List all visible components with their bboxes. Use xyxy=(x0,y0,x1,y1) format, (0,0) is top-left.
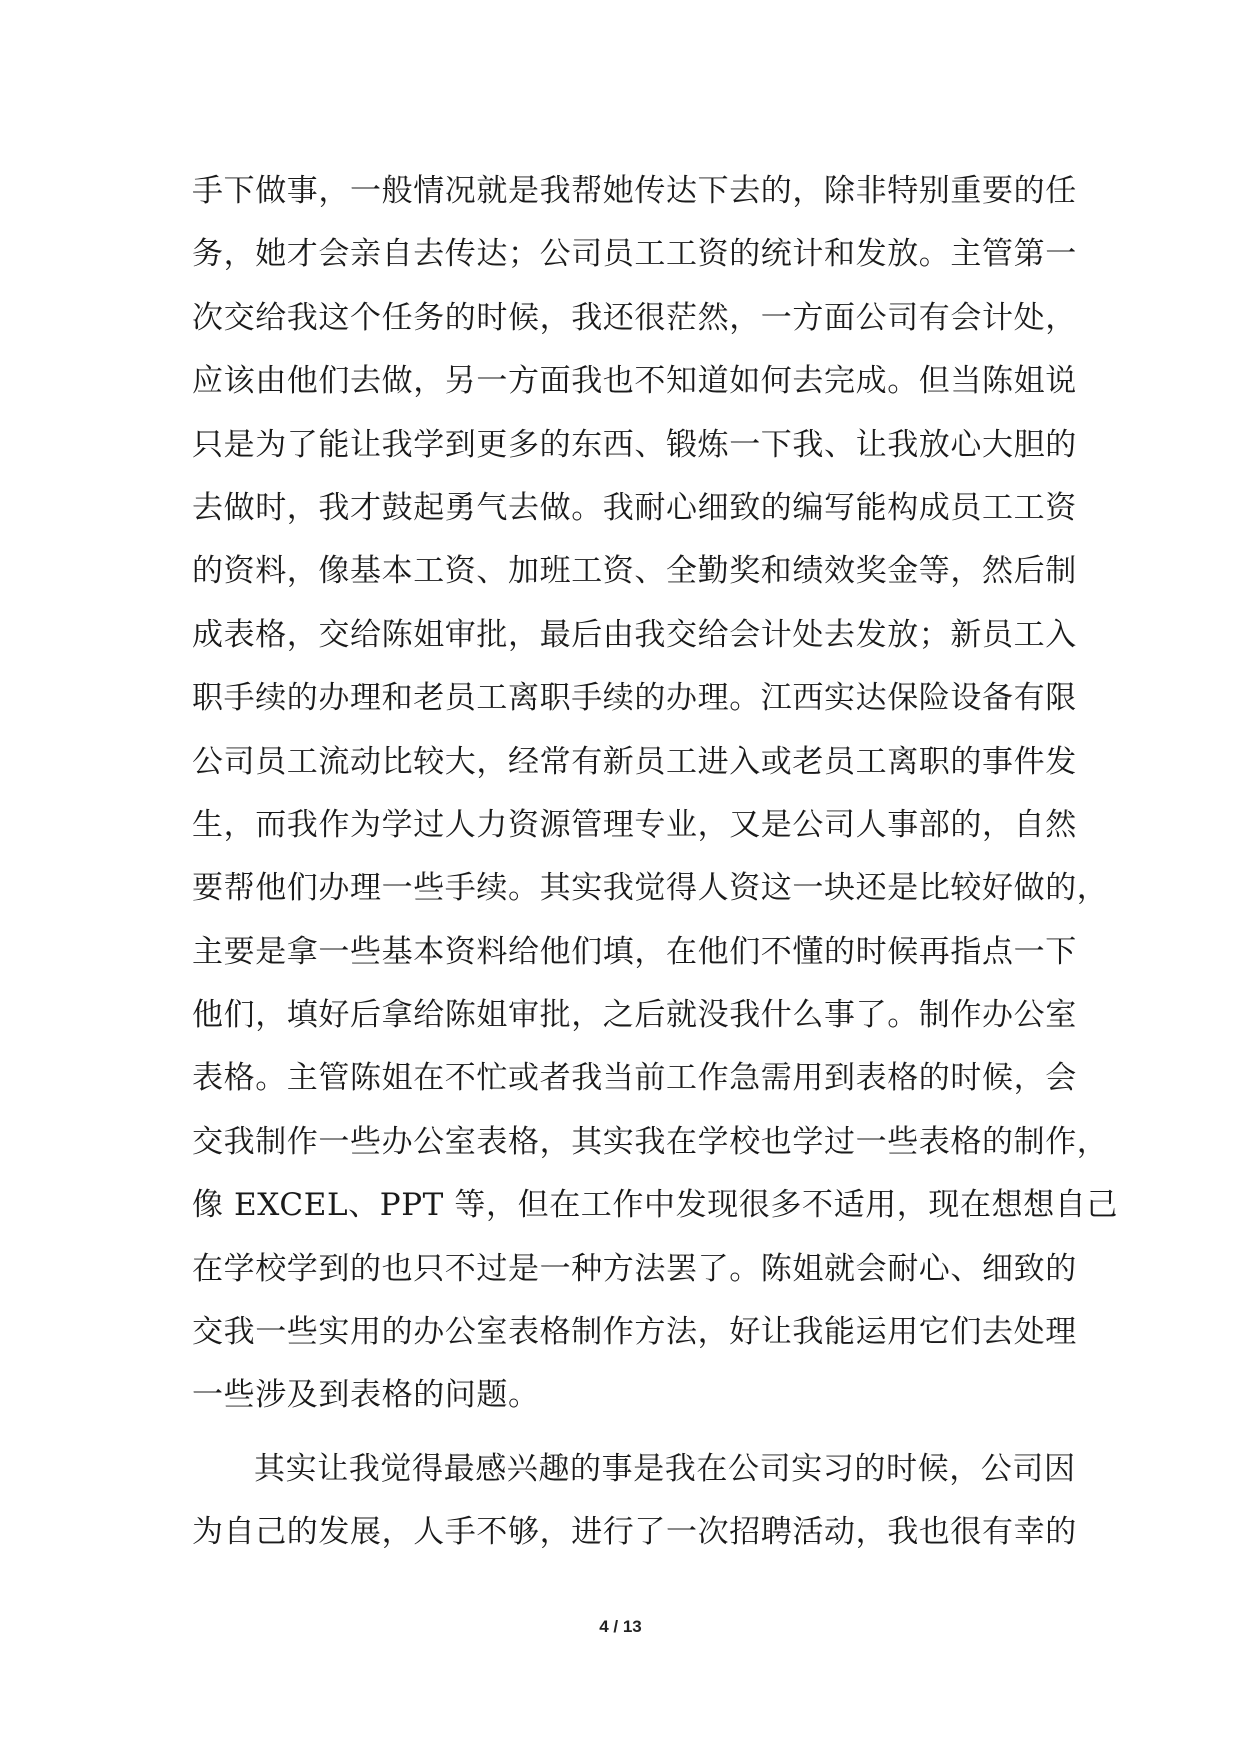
paragraph-2 xyxy=(192,1438,1077,1565)
text-line: 去做时，我才鼓起勇气去做。我耐心细致的编写能构成员工工资 xyxy=(192,489,1077,526)
text-line: 次交给我这个任务的时候，我还很茫然，一方面公司有会计处， xyxy=(192,299,1077,336)
text-line: 只是为了能让我学到更多的东西、锻炼一下我、让我放心大胆的 xyxy=(192,426,1077,463)
text-line: 手下做事，一般情况就是我帮她传达下去的，除非特别重要的任 xyxy=(192,173,1077,209)
text-line: 他们，填好后拿给陈姐审批，之后就没我什么事了。制作办公室 xyxy=(192,997,1077,1034)
text-line: 像 EXCEL、PPT 等，但在工作中发现很多不适用，现在想想自己 xyxy=(192,1187,1118,1224)
page-number: 4 / 13 xyxy=(599,1617,642,1636)
text-line: 其实让我觉得最感兴趣的事是我在公司实习的时候，公司因 xyxy=(254,1450,1076,1487)
text-line: 职手续的办理和老员工离职手续的办理。江西实达保险设备有限 xyxy=(192,680,1077,717)
paragraph-1 xyxy=(192,160,1118,1428)
text-line: 要帮他们办理一些手续。其实我觉得人资这一块还是比较好做的， xyxy=(192,870,1109,907)
text-line: 成表格，交给陈姐审批，最后由我交给会计处去发放；新员工入 xyxy=(192,616,1077,653)
text-line: 务，她才会亲自去传达；公司员工工资的统计和发放。主管第一 xyxy=(192,236,1077,273)
text-line: 一些涉及到表格的问题。 xyxy=(192,1377,540,1414)
text-line: 为自己的发展，人手不够，进行了一次招聘活动，我也很有幸的 xyxy=(192,1514,1077,1551)
text-line: 公司员工流动比较大，经常有新员工进入或老员工离职的事件发 xyxy=(192,743,1077,780)
text-line: 主要是拿一些基本资料给他们填，在他们不懂的时候再指点一下 xyxy=(192,933,1077,970)
paragraph-spacer xyxy=(192,1428,1062,1438)
text-line: 应该由他们去做，另一方面我也不知道如何去完成。但当陈姐说 xyxy=(192,363,1077,400)
document-body xyxy=(192,160,1118,1565)
text-line: 生，而我作为学过人力资源管理专业，又是公司人事部的，自然 xyxy=(192,806,1077,843)
text-line: 的资料，像基本工资、加班工资、全勤奖和绩效奖金等，然后制 xyxy=(192,553,1077,590)
text-line: 交我制作一些办公室表格，其实我在学校也学过一些表格的制作， xyxy=(192,1123,1109,1160)
text-line: 在学校学到的也只不过是一种方法罢了。陈姐就会耐心、细致的 xyxy=(192,1250,1077,1287)
text-line: 交我一些实用的办公室表格制作方法，好让我能运用它们去处理 xyxy=(192,1314,1077,1351)
text-line: 表格。主管陈姐在不忙或者我当前工作急需用到表格的时候，会 xyxy=(192,1060,1077,1097)
